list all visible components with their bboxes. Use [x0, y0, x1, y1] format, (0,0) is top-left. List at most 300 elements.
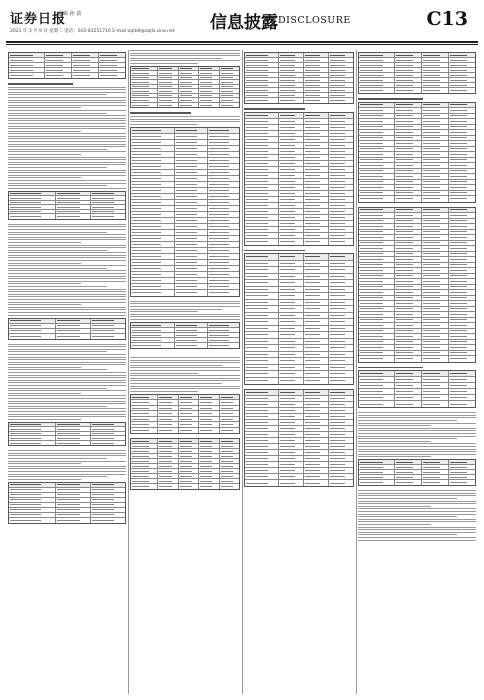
- table-cell: [245, 450, 279, 455]
- table-cell: [449, 312, 475, 317]
- text-line: [358, 423, 476, 424]
- table-cell: [359, 158, 395, 163]
- table-cell: [208, 338, 239, 342]
- table-cell: [199, 444, 219, 448]
- table-cell: [208, 182, 239, 187]
- table-cell: [359, 141, 395, 146]
- table-cell: [329, 414, 353, 419]
- table-cell: [199, 411, 219, 416]
- table-cell: [395, 174, 422, 179]
- table-cell: [304, 293, 329, 299]
- table-cell: [449, 257, 475, 262]
- table-cell: [175, 260, 207, 265]
- table-cell: [208, 128, 239, 133]
- table-cell: [329, 185, 353, 190]
- table-cell: [9, 205, 56, 209]
- table-cell: [279, 58, 304, 62]
- table-cell: [56, 436, 91, 440]
- table-cell: [449, 252, 475, 257]
- table-cell: [91, 513, 125, 517]
- table-cell: [395, 213, 422, 218]
- table-cell: [131, 272, 175, 277]
- table-cell: [395, 114, 422, 119]
- table-cell: [175, 200, 207, 205]
- table-cell: [304, 203, 329, 208]
- table-cell: [279, 98, 304, 103]
- table-cell: [422, 318, 449, 323]
- table-cell: [56, 196, 91, 200]
- table-cell: [158, 98, 178, 102]
- table-cell: [422, 268, 449, 273]
- text-line: [8, 270, 126, 271]
- table-cell: [449, 53, 475, 57]
- table-cell: [304, 131, 329, 136]
- table-cell: [279, 306, 304, 312]
- table-cell: [449, 136, 475, 141]
- table-cell: [359, 274, 395, 279]
- table-cell: [304, 113, 329, 118]
- table-cell: [329, 83, 353, 87]
- table-cell: [91, 427, 125, 431]
- table-cell: [208, 266, 239, 271]
- text-line: [8, 226, 126, 227]
- table-cell: [208, 164, 239, 169]
- table-cell: [208, 188, 239, 193]
- column-divider: [356, 50, 357, 694]
- table-cell: [329, 365, 353, 371]
- table-cell: [279, 119, 304, 124]
- table-cell: [245, 221, 279, 226]
- table-cell: [359, 401, 395, 407]
- table-cell: [279, 438, 304, 443]
- table-cell: [158, 89, 178, 93]
- table-cell: [175, 182, 207, 187]
- table-cell: [208, 170, 239, 175]
- table-cell: [9, 58, 45, 62]
- text-line: [8, 377, 126, 378]
- table-cell: [304, 221, 329, 226]
- table-cell: [395, 279, 422, 284]
- text-line: [130, 311, 198, 312]
- table-cell: [245, 432, 279, 437]
- text-line: [8, 315, 126, 316]
- table-cell: [245, 378, 279, 385]
- table-cell: [329, 420, 353, 425]
- table-cell: [179, 444, 199, 448]
- table-cell: [175, 323, 207, 327]
- table-cell: [56, 498, 91, 502]
- text-line: [358, 456, 431, 457]
- table-cell: [449, 119, 475, 124]
- table-cell: [91, 493, 125, 497]
- table-cell: [279, 313, 304, 319]
- table-cell: [395, 290, 422, 295]
- table-cell: [175, 230, 207, 235]
- table-cell: [422, 88, 449, 93]
- table-cell: [359, 78, 395, 82]
- table-cell: [449, 274, 475, 279]
- text-line: [130, 391, 198, 392]
- table-cell: [175, 333, 207, 337]
- text-line: [8, 94, 107, 95]
- table-row: [9, 441, 125, 446]
- table-cell: [329, 371, 353, 377]
- table-cell: [245, 474, 279, 479]
- table-cell: [131, 254, 175, 259]
- table-cell: [220, 454, 239, 458]
- table-cell: [208, 140, 239, 145]
- table-cell: [422, 141, 449, 146]
- table-cell: [179, 71, 199, 75]
- text-line: [8, 162, 126, 163]
- table-cell: [449, 191, 475, 196]
- table-cell: [449, 58, 475, 62]
- table-cell: [179, 449, 199, 453]
- table-cell: [245, 131, 279, 136]
- table-cell: [329, 332, 353, 338]
- table-cell: [449, 340, 475, 345]
- table-cell: [199, 71, 219, 75]
- table-cell: [422, 53, 449, 57]
- table-cell: [279, 173, 304, 178]
- text-line: [358, 511, 476, 512]
- table-cell: [359, 279, 395, 284]
- table-cell: [449, 108, 475, 113]
- table-cell: [449, 230, 475, 235]
- table-cell: [422, 213, 449, 218]
- table-cell: [329, 203, 353, 208]
- table-cell: [175, 338, 207, 342]
- table-cell: [245, 371, 279, 377]
- table-cell: [199, 94, 219, 98]
- table-cell: [329, 131, 353, 136]
- table-cell: [395, 53, 422, 57]
- table-cell: [245, 408, 279, 413]
- table-cell: [449, 290, 475, 295]
- table-cell: [245, 203, 279, 208]
- article-column-3: [244, 50, 354, 694]
- table-cell: [131, 474, 158, 478]
- table-cell: [449, 246, 475, 251]
- text-line: [8, 367, 81, 368]
- table-cell: [359, 68, 395, 72]
- table-cell: [359, 301, 395, 306]
- table-cell: [279, 358, 304, 364]
- table-cell: [449, 235, 475, 240]
- text-line: [358, 420, 457, 421]
- table-cell: [304, 261, 329, 267]
- table-cell: [131, 200, 175, 205]
- table-cell: [449, 141, 475, 146]
- table-cell: [175, 272, 207, 277]
- table-cell: [91, 518, 125, 523]
- text-line: [358, 430, 476, 431]
- table-cell: [245, 332, 279, 338]
- table-cell: [304, 239, 329, 245]
- text-line: [358, 501, 476, 502]
- table-cell: [91, 508, 125, 512]
- table-cell: [449, 475, 475, 479]
- text-line: [8, 359, 126, 360]
- table-cell: [329, 239, 353, 245]
- table-cell: [245, 83, 279, 87]
- table-cell: [220, 406, 239, 411]
- table-cell: [131, 406, 158, 411]
- text-line: [8, 159, 126, 160]
- table-cell: [304, 83, 329, 87]
- table-cell: [359, 125, 395, 130]
- table-cell: [179, 464, 199, 468]
- text-line: [8, 281, 126, 282]
- section-title-english: DISCLOSURE: [278, 15, 351, 26]
- table-cell: [279, 371, 304, 377]
- table-cell: [329, 191, 353, 196]
- table-cell: [304, 161, 329, 166]
- text-line: [8, 299, 126, 300]
- table-cell: [329, 98, 353, 103]
- table-cell: [56, 324, 91, 328]
- table-cell: [359, 163, 395, 168]
- text-line: [130, 301, 240, 302]
- table-row: [245, 239, 353, 245]
- table-cell: [158, 80, 178, 84]
- table-cell: [9, 68, 45, 72]
- table-cell: [91, 503, 125, 507]
- table-cell: [449, 296, 475, 301]
- table-cell: [131, 212, 175, 217]
- text-line: [358, 438, 457, 439]
- table-cell: [245, 293, 279, 299]
- table-cell: [359, 470, 395, 474]
- table-cell: [359, 185, 395, 190]
- table-cell: [422, 401, 449, 407]
- table-cell: [99, 73, 125, 78]
- table-cell: [279, 420, 304, 425]
- table-cell: [422, 174, 449, 179]
- table-cell: [158, 422, 178, 427]
- table-cell: [245, 352, 279, 358]
- data-table: [130, 127, 240, 297]
- table-cell: [329, 254, 353, 260]
- table-cell: [208, 272, 239, 277]
- table-row: [359, 401, 475, 407]
- text-line: [8, 357, 126, 358]
- text-line: [358, 519, 476, 520]
- table-cell: [199, 417, 219, 422]
- table-cell: [449, 78, 475, 82]
- table-cell: [91, 441, 125, 446]
- text-line: [8, 354, 126, 355]
- table-cell: [131, 278, 175, 283]
- text-line: [130, 58, 222, 59]
- table-cell: [395, 152, 422, 157]
- text-line: [8, 307, 126, 308]
- table-cell: [9, 196, 56, 200]
- table-cell: [131, 439, 158, 443]
- table-cell: [208, 218, 239, 223]
- table-cell: [279, 456, 304, 461]
- table-row: [9, 73, 125, 78]
- section-heading: [358, 367, 423, 369]
- table-cell: [449, 83, 475, 87]
- table-cell: [359, 103, 395, 108]
- table-cell: [422, 78, 449, 82]
- table-cell: [158, 103, 178, 108]
- table-cell: [9, 53, 45, 57]
- data-table: [358, 102, 476, 203]
- text-line: [130, 367, 240, 368]
- table-cell: [179, 103, 199, 108]
- table-cell: [131, 224, 175, 229]
- table-cell: [449, 219, 475, 224]
- table-cell: [91, 436, 125, 440]
- text-line: [8, 164, 126, 165]
- text-line: [8, 286, 107, 287]
- text-line: [8, 351, 107, 352]
- text-line: [8, 375, 126, 376]
- text-line: [8, 185, 107, 186]
- table-cell: [208, 152, 239, 157]
- table-cell: [304, 173, 329, 178]
- table-cell: [131, 194, 175, 199]
- table-cell: [175, 206, 207, 211]
- table-cell: [91, 432, 125, 436]
- text-line: [8, 304, 81, 305]
- table-cell: [9, 210, 56, 214]
- table-cell: [422, 158, 449, 163]
- table-cell: [179, 428, 199, 434]
- text-line: [8, 349, 126, 350]
- table-cell: [279, 215, 304, 220]
- text-line: [8, 369, 107, 370]
- table-cell: [395, 158, 422, 163]
- text-line: [130, 55, 240, 56]
- table-cell: [131, 128, 175, 133]
- table-cell: [9, 498, 56, 502]
- text-line: [8, 398, 126, 399]
- text-line: [358, 524, 431, 525]
- table-cell: [199, 484, 219, 489]
- table-cell: [279, 267, 304, 273]
- table-cell: [279, 326, 304, 332]
- table-cell: [245, 462, 279, 467]
- table-cell: [422, 263, 449, 268]
- table-cell: [395, 224, 422, 229]
- table-cell: [245, 313, 279, 319]
- table-cell: [208, 134, 239, 139]
- data-table: [358, 52, 476, 94]
- table-cell: [245, 267, 279, 273]
- table-cell: [329, 402, 353, 407]
- table-cell: [359, 345, 395, 350]
- text-line: [358, 433, 476, 434]
- text-line: [8, 146, 126, 147]
- text-line: [130, 357, 240, 358]
- table-cell: [131, 94, 158, 98]
- table-cell: [279, 78, 304, 82]
- text-line: [358, 428, 476, 429]
- table-cell: [304, 233, 329, 238]
- table-cell: [245, 173, 279, 178]
- table-cell: [279, 63, 304, 67]
- table-cell: [175, 194, 207, 199]
- table-cell: [359, 83, 395, 87]
- table-cell: [395, 480, 422, 485]
- table-cell: [279, 408, 304, 413]
- text-line: [8, 296, 126, 297]
- table-cell: [422, 290, 449, 295]
- text-line: [8, 100, 126, 101]
- table-cell: [422, 345, 449, 350]
- table-cell: [279, 444, 304, 449]
- table-cell: [158, 406, 178, 411]
- table-cell: [422, 285, 449, 290]
- table-cell: [422, 274, 449, 279]
- table-cell: [9, 508, 56, 512]
- table-cell: [9, 319, 56, 323]
- table-cell: [359, 356, 395, 362]
- text-line: [8, 395, 126, 396]
- table-cell: [158, 411, 178, 416]
- text-line: [8, 463, 81, 464]
- table-cell: [91, 483, 125, 487]
- table-cell: [131, 417, 158, 422]
- table-cell: [395, 63, 422, 67]
- table-cell: [179, 484, 199, 489]
- text-line: [358, 415, 476, 416]
- table-cell: [395, 263, 422, 268]
- table-cell: [208, 290, 239, 296]
- table-cell: [199, 67, 219, 71]
- table-cell: [9, 192, 56, 196]
- table-cell: [245, 306, 279, 312]
- text-line: [8, 283, 81, 284]
- table-cell: [449, 389, 475, 394]
- table-cell: [245, 215, 279, 220]
- table-cell: [449, 196, 475, 202]
- table-cell: [179, 469, 199, 473]
- table-cell: [279, 274, 304, 280]
- table-cell: [56, 201, 91, 205]
- table-cell: [304, 78, 329, 82]
- table-cell: [45, 58, 72, 62]
- table-cell: [329, 313, 353, 319]
- table-cell: [304, 125, 329, 130]
- table-cell: [422, 465, 449, 469]
- table-cell: [45, 63, 72, 67]
- table-cell: [279, 462, 304, 467]
- table-cell: [99, 53, 125, 57]
- table-cell: [422, 312, 449, 317]
- text-line: [8, 476, 107, 477]
- text-line: [358, 436, 476, 437]
- table-cell: [175, 188, 207, 193]
- text-line: [8, 172, 126, 173]
- table-cell: [359, 285, 395, 290]
- table-cell: [329, 293, 353, 299]
- text-line: [8, 154, 81, 155]
- table-cell: [208, 212, 239, 217]
- table-cell: [158, 479, 178, 483]
- text-line: [8, 247, 126, 248]
- table-cell: [279, 280, 304, 286]
- table-cell: [220, 484, 239, 489]
- text-line: [8, 102, 126, 103]
- text-line: [8, 133, 126, 134]
- table-cell: [245, 319, 279, 325]
- table-cell: [359, 63, 395, 67]
- table-cell: [395, 340, 422, 345]
